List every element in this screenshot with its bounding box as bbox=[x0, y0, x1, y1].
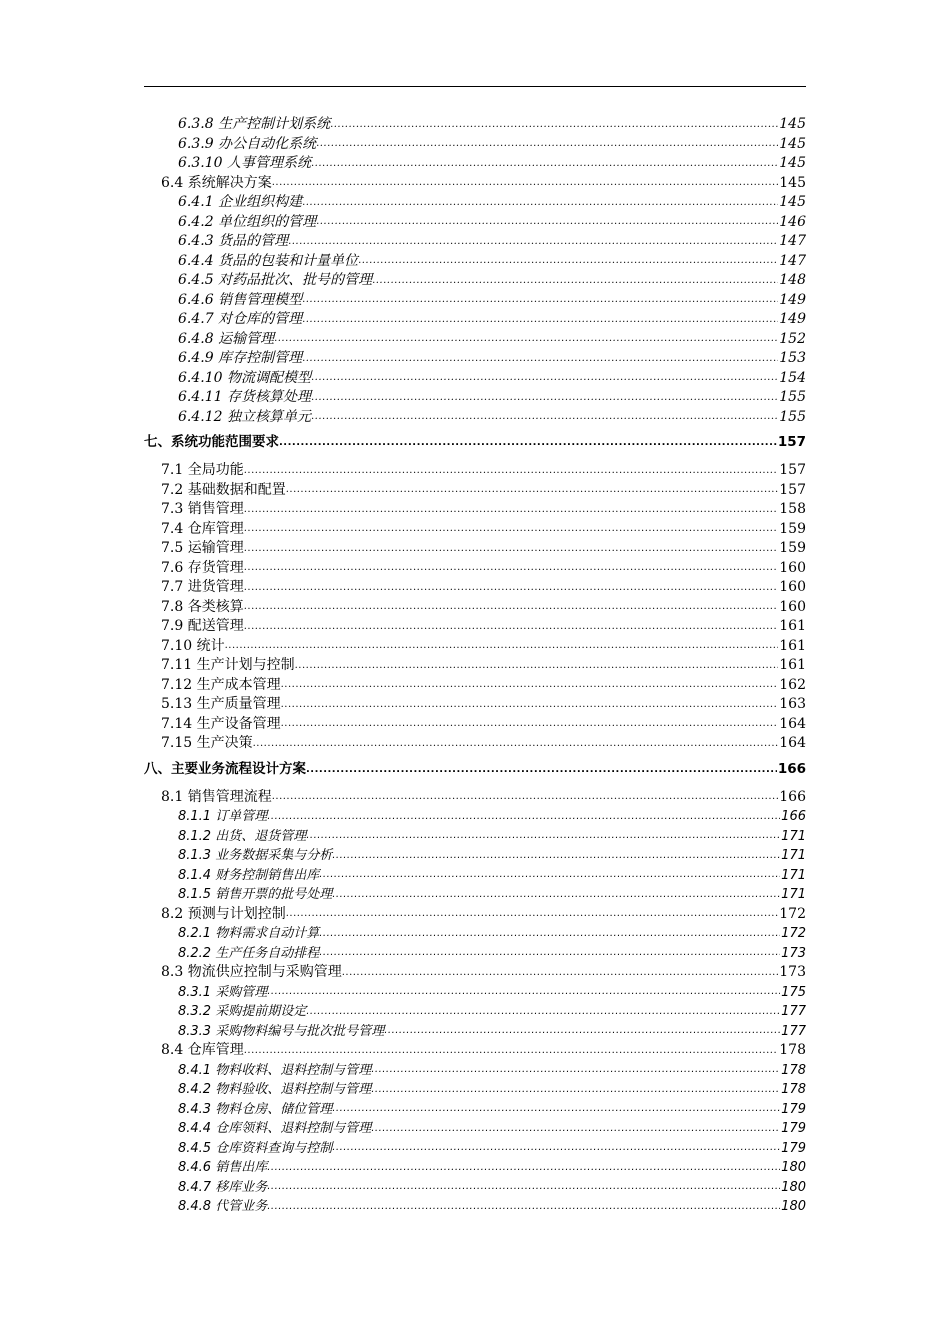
toc-entry[interactable] bbox=[144, 291, 806, 311]
toc-entry-page-number: 171 bbox=[781, 848, 806, 863]
toc-dot-leader bbox=[244, 464, 779, 478]
toc-entry-page-number: 145 bbox=[779, 194, 806, 210]
toc-entry-title: 8.1.4 财务控制销售出库 bbox=[178, 867, 320, 883]
toc-entry-title: 7.5 运输管理 bbox=[161, 540, 244, 556]
toc-dot-leader bbox=[272, 790, 779, 804]
toc-entry[interactable] bbox=[144, 983, 806, 1003]
toc-dot-leader bbox=[302, 293, 778, 307]
toc-dot-leader bbox=[286, 907, 779, 921]
toc-entry-title: 8.3.1 采购管理 bbox=[178, 984, 268, 1000]
toc-entry[interactable] bbox=[144, 500, 806, 520]
toc-entry-page-number: 145 bbox=[779, 174, 806, 191]
toc-entry[interactable] bbox=[144, 330, 806, 350]
toc-entry-page-number: 160 bbox=[779, 559, 806, 576]
toc-dot-leader bbox=[371, 1083, 780, 1097]
toc-entry-title: 7.7 进货管理 bbox=[161, 579, 244, 595]
toc-entry-page-number: 159 bbox=[779, 540, 806, 556]
toc-entry[interactable] bbox=[144, 963, 806, 983]
toc-entry-page-number: 145 bbox=[779, 155, 806, 171]
toc-dot-leader bbox=[330, 118, 778, 132]
toc-entry[interactable] bbox=[144, 213, 806, 233]
toc-entry-title: 7.2 基础数据和配置 bbox=[161, 481, 286, 498]
toc-entry-title: 8.4.5 仓库资料查询与控制 bbox=[178, 1140, 333, 1156]
toc-dot-leader bbox=[288, 235, 778, 249]
toc-dot-leader bbox=[311, 157, 778, 171]
toc-entry-title: 5.13 生产质量管理 bbox=[161, 696, 281, 712]
toc-entry-title: 8.3.2 采购提前期设定 bbox=[178, 1004, 307, 1019]
toc-entry[interactable] bbox=[144, 807, 806, 827]
toc-entry-page-number: 164 bbox=[779, 715, 806, 732]
toc-entry[interactable] bbox=[144, 539, 806, 559]
toc-entry-page-number: 162 bbox=[779, 676, 806, 693]
toc-entry-page-number: 173 bbox=[779, 964, 806, 980]
toc-entry-page-number: 179 bbox=[781, 1101, 806, 1117]
toc-entry-page-number: 171 bbox=[781, 828, 806, 844]
toc-entry[interactable] bbox=[144, 578, 806, 598]
toc-dot-leader bbox=[319, 868, 780, 882]
toc-entry[interactable] bbox=[144, 885, 806, 905]
toc-dot-leader bbox=[311, 391, 778, 405]
toc-entry[interactable] bbox=[144, 1061, 806, 1081]
table-of-contents bbox=[144, 115, 806, 1217]
toc-entry-title: 6.4.1 企业组织构建 bbox=[178, 194, 303, 210]
toc-entry-title: 6.4.11 存货核算处理 bbox=[178, 389, 311, 405]
toc-entry[interactable] bbox=[144, 656, 806, 676]
toc-entry-page-number: 158 bbox=[779, 501, 806, 517]
toc-entry[interactable] bbox=[144, 193, 806, 213]
toc-entry[interactable] bbox=[144, 135, 806, 155]
toc-entry-title: 8.2.2 生产任务自动排程 bbox=[178, 945, 320, 961]
toc-entry-page-number: 180 bbox=[781, 1199, 806, 1214]
toc-entry[interactable] bbox=[144, 866, 806, 886]
toc-entry-title: 8.4.2 物料验收、退料控制与管理 bbox=[178, 1082, 372, 1097]
toc-entry-page-number: 154 bbox=[779, 369, 806, 386]
toc-dot-leader bbox=[244, 620, 779, 634]
toc-dot-leader bbox=[244, 503, 779, 517]
toc-entry-page-number: 152 bbox=[779, 330, 806, 347]
toc-entry-title: 6.3.8 生产控制计划系统 bbox=[178, 116, 331, 132]
toc-entry[interactable] bbox=[144, 481, 806, 501]
header-rule bbox=[144, 86, 806, 87]
toc-dot-leader bbox=[244, 542, 779, 556]
toc-dot-leader bbox=[286, 483, 779, 497]
toc-entry-page-number: 178 bbox=[781, 1082, 806, 1097]
toc-dot-leader bbox=[319, 946, 780, 960]
toc-entry[interactable] bbox=[144, 559, 806, 579]
toc-dot-leader bbox=[332, 1141, 780, 1155]
toc-entry[interactable] bbox=[144, 1100, 806, 1120]
toc-entry-title: 8.4.7 移库业务 bbox=[178, 1179, 268, 1195]
toc-entry[interactable] bbox=[144, 715, 806, 735]
toc-dot-leader bbox=[302, 313, 778, 327]
toc-chapter-entry[interactable] bbox=[144, 432, 806, 453]
toc-entry-page-number: 161 bbox=[779, 618, 806, 634]
toc-entry-page-number: 179 bbox=[781, 1121, 806, 1136]
toc-entry-title: 6.3.10 人事管理系统 bbox=[178, 155, 311, 171]
toc-entry[interactable] bbox=[144, 1119, 806, 1139]
toc-entry-page-number: 171 bbox=[781, 867, 806, 883]
toc-entry[interactable] bbox=[144, 271, 806, 291]
toc-entry-page-number: 161 bbox=[779, 637, 806, 654]
toc-entry[interactable] bbox=[144, 461, 806, 481]
toc-dot-leader bbox=[244, 1044, 779, 1058]
toc-dot-leader bbox=[384, 1024, 780, 1038]
toc-entry[interactable] bbox=[144, 734, 806, 754]
toc-entry-title: 8.1.1 订单管理 bbox=[178, 809, 268, 824]
toc-dot-leader bbox=[332, 888, 780, 902]
toc-dot-leader bbox=[281, 717, 779, 731]
toc-entry-page-number: 180 bbox=[781, 1179, 806, 1195]
toc-entry-title: 6.4.6 销售管理模型 bbox=[178, 291, 303, 308]
toc-entry-page-number: 146 bbox=[779, 213, 806, 230]
toc-entry-page-number: 177 bbox=[781, 1004, 806, 1019]
toc-entry-title: 6.4.7 对仓库的管理 bbox=[178, 311, 303, 327]
toc-entry-page-number: 145 bbox=[779, 135, 806, 152]
toc-dot-leader bbox=[279, 436, 777, 450]
toc-entry-page-number: 148 bbox=[779, 272, 806, 288]
toc-entry-page-number: 147 bbox=[779, 252, 806, 269]
toc-entry-title: 7.4 仓库管理 bbox=[161, 520, 244, 537]
toc-chapter-entry[interactable] bbox=[144, 759, 806, 780]
toc-dot-leader bbox=[267, 1180, 780, 1194]
toc-entry[interactable] bbox=[144, 349, 806, 369]
toc-entry-page-number: 145 bbox=[779, 116, 806, 132]
toc-entry[interactable] bbox=[144, 827, 806, 847]
toc-entry[interactable] bbox=[144, 408, 806, 428]
toc-dot-leader bbox=[316, 215, 778, 229]
toc-dot-leader bbox=[306, 1005, 780, 1019]
toc-entry-title: 7.1 全局功能 bbox=[161, 462, 244, 478]
toc-dot-leader bbox=[244, 561, 779, 575]
toc-entry[interactable] bbox=[144, 310, 806, 330]
toc-dot-leader bbox=[244, 522, 779, 536]
toc-entry-title: 6.4.5 对药品批次、批号的管理 bbox=[178, 272, 373, 288]
toc-entry-title: 7.6 存货管理 bbox=[161, 559, 244, 576]
toc-entry[interactable] bbox=[144, 1139, 806, 1159]
toc-entry-title: 6.3.9 办公自动化系统 bbox=[178, 135, 317, 152]
toc-entry[interactable] bbox=[144, 598, 806, 618]
toc-dot-leader bbox=[253, 737, 779, 751]
toc-dot-leader bbox=[295, 659, 779, 673]
toc-entry-title: 8.1.3 业务数据采集与分析 bbox=[178, 848, 333, 863]
toc-entry-title: 8.4.4 仓库领料、退料控制与管理 bbox=[178, 1121, 372, 1136]
toc-entry[interactable] bbox=[144, 788, 806, 808]
toc-dot-leader bbox=[267, 985, 780, 999]
toc-dot-leader bbox=[306, 763, 777, 777]
toc-entry[interactable] bbox=[144, 1158, 806, 1178]
toc-dot-leader bbox=[371, 1063, 780, 1077]
toc-entry-page-number: 163 bbox=[779, 696, 806, 712]
toc-entry[interactable] bbox=[144, 676, 806, 696]
toc-entry-page-number: 177 bbox=[781, 1023, 806, 1039]
toc-entry-title: 6.4 系统解决方案 bbox=[161, 174, 272, 191]
toc-entry[interactable] bbox=[144, 846, 806, 866]
toc-dot-leader bbox=[311, 371, 778, 385]
toc-entry-title: 6.4.4 货品的包装和计量单位 bbox=[178, 252, 359, 269]
toc-entry-page-number: 172 bbox=[779, 905, 806, 922]
toc-entry-page-number: 149 bbox=[779, 311, 806, 327]
toc-entry[interactable] bbox=[144, 252, 806, 272]
toc-entry-title: 6.4.10 物流调配模型 bbox=[178, 369, 311, 386]
toc-dot-leader bbox=[267, 1161, 780, 1175]
toc-entry[interactable] bbox=[144, 520, 806, 540]
toc-dot-leader bbox=[267, 810, 780, 824]
toc-dot-leader bbox=[372, 274, 778, 288]
toc-dot-leader bbox=[316, 137, 778, 151]
toc-entry-page-number: 166 bbox=[781, 809, 806, 824]
toc-entry-title: 七、系统功能范围要求 bbox=[144, 434, 279, 450]
toc-entry-page-number: 157 bbox=[779, 481, 806, 498]
toc-dot-leader bbox=[342, 966, 779, 980]
toc-entry-page-number: 157 bbox=[777, 434, 806, 450]
toc-entry[interactable] bbox=[144, 1178, 806, 1198]
toc-entry[interactable] bbox=[144, 174, 806, 194]
toc-entry-title: 八、主要业务流程设计方案 bbox=[144, 760, 306, 777]
toc-dot-leader bbox=[272, 176, 779, 190]
toc-entry[interactable] bbox=[144, 232, 806, 252]
toc-entry-title: 6.4.2 单位组织的管理 bbox=[178, 213, 317, 230]
toc-entry-title: 8.1.2 出货、退货管理 bbox=[178, 828, 307, 844]
toc-entry-page-number: 147 bbox=[779, 233, 806, 249]
toc-dot-leader bbox=[302, 352, 778, 366]
toc-entry-page-number: 159 bbox=[779, 520, 806, 537]
toc-entry-page-number: 153 bbox=[779, 350, 806, 366]
toc-entry[interactable] bbox=[144, 905, 806, 925]
toc-entry-page-number: 172 bbox=[781, 926, 806, 941]
toc-entry-page-number: 173 bbox=[781, 945, 806, 961]
toc-entry-page-number: 164 bbox=[779, 735, 806, 751]
toc-entry-title: 6.4.9 库存控制管理 bbox=[178, 350, 303, 366]
toc-entry-title: 8.4.8 代管业务 bbox=[178, 1199, 268, 1214]
toc-entry[interactable] bbox=[144, 944, 806, 964]
toc-entry-title: 7.8 各类核算 bbox=[161, 598, 244, 615]
toc-entry-title: 7.9 配送管理 bbox=[161, 618, 244, 634]
toc-entry-title: 6.4.12 独立核算单元 bbox=[178, 408, 311, 425]
toc-dot-leader bbox=[267, 1200, 780, 1214]
toc-entry-page-number: 149 bbox=[779, 291, 806, 308]
toc-entry[interactable] bbox=[144, 1197, 806, 1217]
toc-entry[interactable] bbox=[144, 695, 806, 715]
toc-entry-page-number: 157 bbox=[779, 462, 806, 478]
toc-entry-title: 8.1 销售管理流程 bbox=[161, 788, 272, 805]
toc-entry-title: 8.3.3 采购物料编号与批次批号管理 bbox=[178, 1023, 385, 1039]
toc-dot-leader bbox=[281, 678, 779, 692]
toc-dot-leader bbox=[332, 1102, 780, 1116]
toc-entry[interactable] bbox=[144, 1041, 806, 1061]
toc-dot-leader bbox=[281, 698, 779, 712]
toc-entry-title: 8.4.1 物料收料、退料控制与管理 bbox=[178, 1062, 372, 1078]
toc-entry-title: 8.2.1 物料需求自动计算 bbox=[178, 926, 320, 941]
toc-entry-title: 7.11 生产计划与控制 bbox=[161, 657, 295, 673]
toc-dot-leader bbox=[358, 254, 778, 268]
toc-entry-title: 7.10 统计 bbox=[161, 637, 225, 654]
toc-entry[interactable] bbox=[144, 617, 806, 637]
toc-entry[interactable] bbox=[144, 1080, 806, 1100]
toc-dot-leader bbox=[274, 332, 778, 346]
toc-entry[interactable] bbox=[144, 1022, 806, 1042]
toc-entry-page-number: 178 bbox=[781, 1062, 806, 1078]
toc-entry[interactable] bbox=[144, 115, 806, 135]
toc-entry-title: 8.4 仓库管理 bbox=[161, 1042, 244, 1058]
toc-entry-page-number: 166 bbox=[777, 760, 806, 777]
toc-entry-title: 7.3 销售管理 bbox=[161, 501, 244, 517]
toc-entry-page-number: 155 bbox=[779, 389, 806, 405]
toc-entry-page-number: 160 bbox=[779, 579, 806, 595]
toc-entry-page-number: 171 bbox=[781, 887, 806, 902]
toc-entry[interactable] bbox=[144, 924, 806, 944]
toc-entry-page-number: 179 bbox=[781, 1140, 806, 1156]
toc-entry-page-number: 161 bbox=[779, 657, 806, 673]
toc-entry-title: 7.12 生产成本管理 bbox=[161, 676, 281, 693]
toc-entry[interactable] bbox=[144, 154, 806, 174]
toc-dot-leader bbox=[319, 927, 780, 941]
toc-dot-leader bbox=[244, 600, 779, 614]
toc-dot-leader bbox=[306, 829, 780, 843]
toc-entry-title: 6.4.8 运输管理 bbox=[178, 330, 275, 347]
toc-dot-leader bbox=[244, 581, 779, 595]
toc-entry-page-number: 166 bbox=[779, 788, 806, 805]
toc-dot-leader bbox=[302, 196, 778, 210]
toc-dot-leader bbox=[225, 639, 779, 653]
toc-dot-leader bbox=[311, 410, 778, 424]
toc-entry-page-number: 175 bbox=[781, 984, 806, 1000]
toc-dot-leader bbox=[371, 1122, 780, 1136]
toc-entry[interactable] bbox=[144, 1002, 806, 1022]
toc-entry[interactable] bbox=[144, 388, 806, 408]
toc-entry-title: 6.4.3 货品的管理 bbox=[178, 233, 289, 249]
toc-entry-page-number: 180 bbox=[781, 1160, 806, 1175]
toc-entry-page-number: 178 bbox=[779, 1042, 806, 1058]
toc-dot-leader bbox=[332, 849, 780, 863]
toc-entry-page-number: 155 bbox=[779, 408, 806, 425]
toc-entry-title: 8.4.3 物料仓房、储位管理 bbox=[178, 1101, 333, 1117]
toc-entry[interactable] bbox=[144, 369, 806, 389]
toc-entry-title: 8.2 预测与计划控制 bbox=[161, 905, 286, 922]
toc-entry-title: 8.3 物流供应控制与采购管理 bbox=[161, 964, 342, 980]
toc-entry-title: 7.14 生产设备管理 bbox=[161, 715, 281, 732]
toc-entry-title: 8.4.6 销售出库 bbox=[178, 1160, 268, 1175]
toc-entry-page-number: 160 bbox=[779, 598, 806, 615]
toc-entry-title: 7.15 生产决策 bbox=[161, 735, 253, 751]
toc-entry[interactable] bbox=[144, 637, 806, 657]
toc-entry-title: 8.1.5 销售开票的批号处理 bbox=[178, 887, 333, 902]
